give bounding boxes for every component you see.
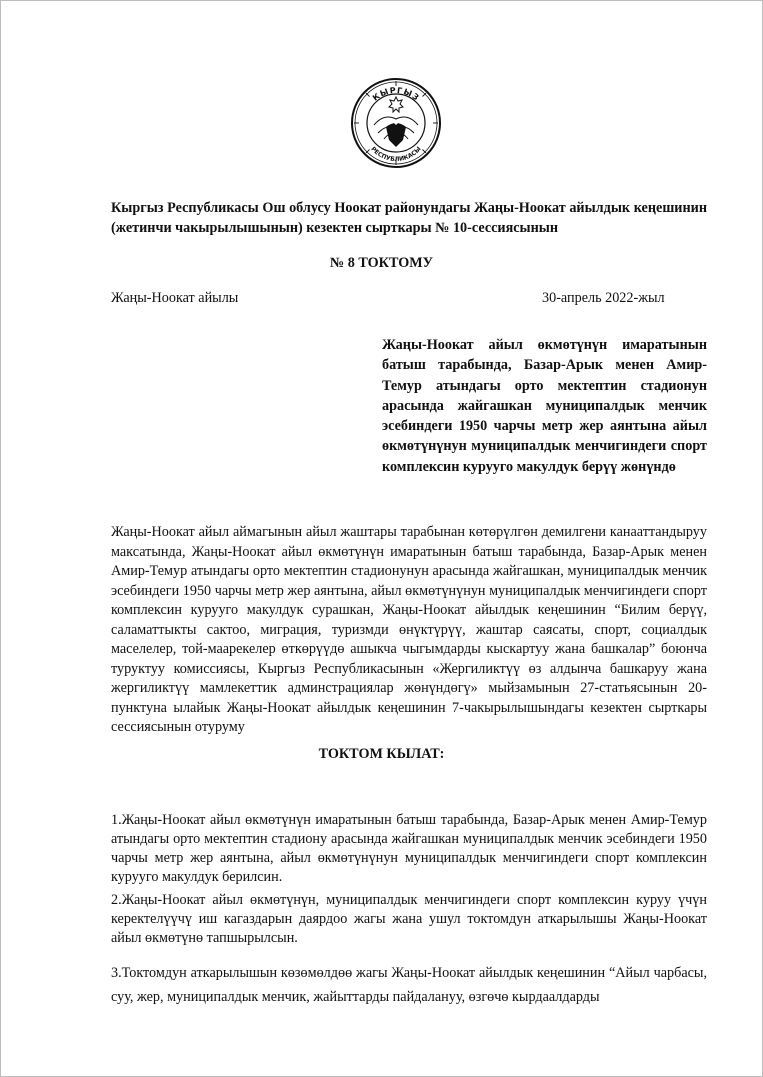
- preamble-paragraph: Жаңы-Ноокат айыл аймагынын айыл жаштары тарабынан көтөрүлгөн демилгени канааттандыруу максатында, Жаңы-Ноокат айыл өкмөтүнүн имаратынын батыш тарабында, Базар-Арык менен Амир-Темур атындагы орто мектептин стадионунун арасында жайгашкан, муниципалдык менчик эсебиндеги 1950 чарчы метр жер аянтына, айыл өкмөтүнүнун муниципалдык менчигиндеги спорт комплексин курууго макулдук сурашкан, Жаңы-Ноокат айылдык кеңешинин “Билим берүү, саламаттыкты сактоо, миграция, туризмди өнүктүрүү, жаштар саясаты, спорт, социалдык маселелер, той-маарекелер өткөрүүдө ашыкча чыгымдарды кыскартуу жана башкалар” боюнча туруктуу комиссиясы, Кыргыз Республикасынын «Жергиликтүү өз алдынча башкаруу жана жергиликтүү мамлекеттик админстрациялар жөнүндөгү» мыйзамынын 27-статьясынын 20-пунктуна ылайык Жаңы-Ноокат айылдык кеңешинин 7-чакырылышындагы кезектен сырткары сессиясынын отуруму: [111, 524, 707, 735]
- decree-heading: ТОКТОМ КЫЛАТ:: [318, 746, 445, 762]
- decree-item-3: 3.Токтомдун аткарылышын көзөмөлдөө жагы Жаңы-Ноокат айылдык кеңешинин “Айыл чарбасы, суу, жер, муниципалдык менчик, жайыттарды пайдалануу, өзгөчө кырдаалдарды: [111, 965, 707, 1005]
- emblem-text-top: КЫРГЫЗ: [370, 85, 422, 103]
- document-number: № 8 ТОКТОМУ: [329, 255, 434, 271]
- document-date: 30-апрель 2022-жыл: [542, 290, 665, 306]
- document-header: Кыргыз Республикасы Ош облусу Ноокат районундагы Жаңы-Ноокат айылдык кеңешинин (жетинчи чакырылышынын) кезектен сырткары № 10-сессиясынын: [111, 200, 707, 236]
- emblem-text-bottom: РЕСПУБЛИКАСЫ: [369, 145, 423, 164]
- document-subject: Жаңы-Ноокат айыл өкмөтүнүн имаратынын батыш тарабында, Базар-Арык менен Амир-Темур атындагы орто мектептин стадионун арасында жайгашкан муниципалдык менчик эсебиндеги 1950 чарчы метр жер аянтына айыл өкмөтүнүнун муниципалдык менчигиндеги спорт комплексин курууго макулдук берүү жөнүндө: [382, 337, 707, 475]
- document-place: Жаңы-Ноокат айылы: [111, 290, 239, 306]
- decree-item-2: 2.Жаңы-Ноокат айыл өкмөтүнүн, муниципалдык менчигиндеги спорт комплексин куруу үчүн керектелүүчү иш кагаздарын даярдоо жагы жана ушул токтомдун аткарылышы Жаңы-Ноокат айыл өкмөтүнө тапшырылсын.: [111, 892, 707, 946]
- decree-item-1: 1.Жаңы-Ноокат айыл өкмөтүнүн имаратынын батыш тарабында, Базар-Арык менен Амир-Темур атындагы орто мектептин стадиону арасында жайгашкан муниципалдык менчик эсебиндеги 1950 чарчы метр жер аянтына, айыл өкмөтүнүнун муниципалдык менчигиндеги спорт комплексин курууго макулдук берилсин.: [111, 812, 707, 885]
- svg-text:КЫРГЫЗ: [371, 86, 421, 103]
- kyrgyz-state-emblem-icon: [350, 77, 442, 169]
- svg-text:РЕСПУБЛИКАСЫ: [369, 146, 422, 164]
